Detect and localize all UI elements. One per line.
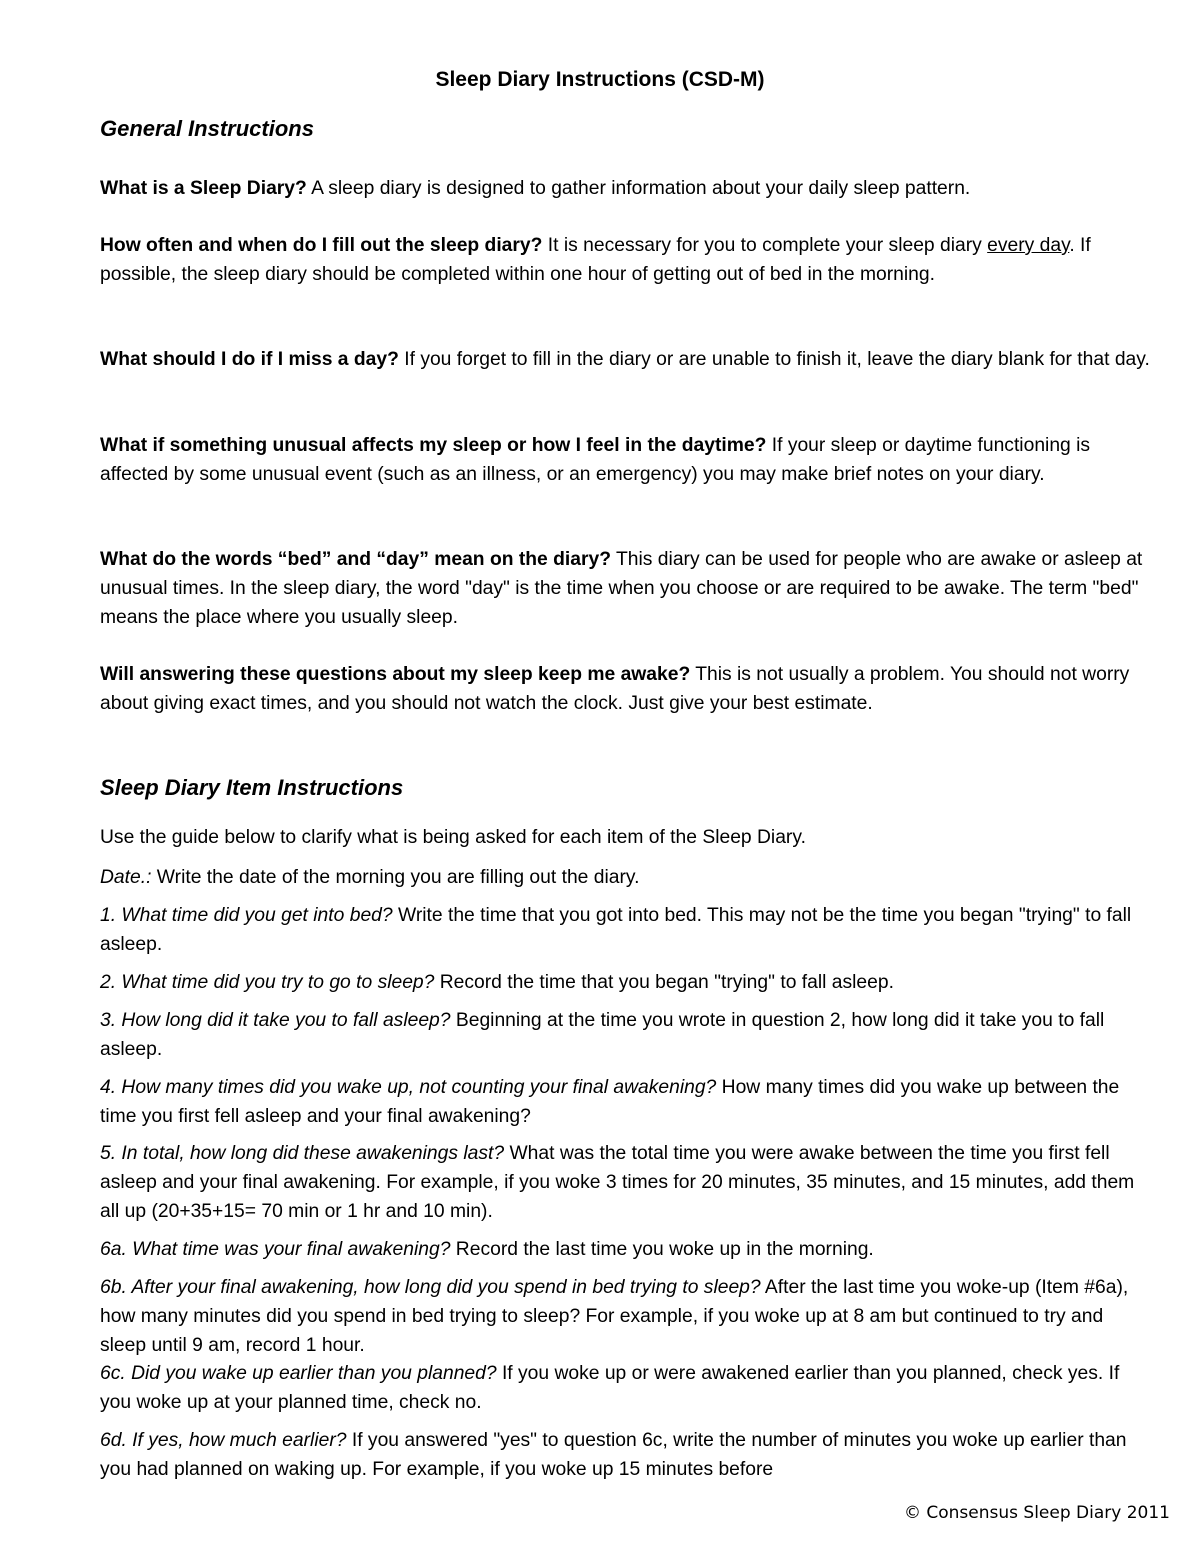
general-q2-question: How often and when do I fill out the sleep diary? bbox=[100, 235, 543, 256]
item-2-paragraph bbox=[100, 968, 1150, 997]
general-instructions-heading: General Instructions bbox=[100, 116, 314, 141]
item-4-answer: How many times did you wake up between the time you first fell asleep and your final awakening? bbox=[100, 1077, 1120, 1127]
item-3-answer: Beginning at the time you wrote in question 2, how long did it take you to fall asleep. bbox=[100, 1010, 1105, 1060]
item-6d-paragraph bbox=[100, 1426, 1150, 1484]
item-date-question: Date.: bbox=[100, 867, 152, 888]
general-q4-answer: If your sleep or daytime functioning is affected by some unusual event (such as an illness, or an emergency) you may make brief notes on your diary. bbox=[100, 435, 1091, 485]
item-date-answer: Write the date of the morning you are filling out the diary. bbox=[151, 867, 640, 888]
general-q4-paragraph bbox=[100, 431, 1150, 489]
general-q2-answer-part1: It is necessary for you to complete your sleep diary bbox=[542, 235, 988, 256]
general-q2-underlined-text: every day bbox=[987, 235, 1070, 256]
general-q2-answer-part2: . If possible, the sleep diary should be completed within one hour of getting out of bed in the morning. bbox=[100, 235, 1091, 285]
item-6c-question: 6c. Did you wake up earlier than you planned? bbox=[100, 1363, 497, 1384]
item-6a-answer: Record the last time you woke up in the morning. bbox=[450, 1239, 874, 1260]
item-1-question: 1. What time did you get into bed? bbox=[100, 905, 393, 926]
document-title: Sleep Diary Instructions (CSD-M) bbox=[435, 68, 765, 91]
item-2-answer: Record the time that you began "trying" to fall asleep. bbox=[434, 972, 894, 993]
item-6a-paragraph bbox=[100, 1235, 1150, 1264]
general-q1-question: What is a Sleep Diary? bbox=[100, 178, 307, 199]
copyright-footer: © Consensus Sleep Diary 2011 bbox=[903, 1503, 1170, 1523]
general-q6-answer: This is not usually a problem. You should not worry about giving exact times, and you should not watch the clock. Just give your best estimate. bbox=[100, 664, 1130, 714]
item-instructions-heading: Sleep Diary Item Instructions bbox=[100, 775, 404, 800]
item-3-question: 3. How long did it take you to fall asleep? bbox=[100, 1010, 451, 1031]
item-6c-answer: If you woke up or were awakened earlier than you planned, check yes. If you woke up at your planned time, check no. bbox=[100, 1363, 1120, 1413]
general-q5-question: What do the words “bed” and “day” mean on the diary? bbox=[100, 549, 612, 570]
item-1-answer: Write the time that you got into bed. This may not be the time you began "trying" to fall asleep. bbox=[100, 905, 1132, 955]
item-date-paragraph bbox=[100, 863, 1150, 892]
general-q5-answer: This diary can be used for people who are awake or asleep at unusual times. In the sleep diary, the word "day" is the time when you choose or are required to be awake. The term "bed" means the place where you usually sleep. bbox=[100, 549, 1143, 628]
item-4-question: 4. How many times did you wake up, not counting your final awakening? bbox=[100, 1077, 717, 1098]
item-5-paragraph bbox=[100, 1139, 1150, 1226]
item-6c-paragraph bbox=[100, 1359, 1150, 1417]
general-q1-paragraph bbox=[100, 174, 1150, 203]
item-3-paragraph bbox=[100, 1006, 1150, 1064]
general-q6-question: Will answering these questions about my sleep keep me awake? bbox=[100, 664, 691, 685]
item-6d-answer: If you answered "yes" to question 6c, write the number of minutes you woke up earlier than you had planned on waking up. For example, if you woke up 15 minutes before bbox=[100, 1430, 1127, 1480]
general-q4-question: What if something unusual affects my sleep or how I feel in the daytime? bbox=[100, 435, 767, 456]
item-6b-paragraph bbox=[100, 1273, 1150, 1360]
item-2-question: 2. What time did you try to go to sleep? bbox=[100, 972, 435, 993]
items-intro: Use the guide below to clarify what is being asked for each item of the Sleep Diary. bbox=[100, 827, 806, 848]
general-q3-answer: If you forget to fill in the diary or are unable to finish it, leave the diary blank for that day. bbox=[398, 349, 1150, 370]
general-q3-question: What should I do if I miss a day? bbox=[100, 349, 399, 370]
general-q5-paragraph bbox=[100, 545, 1150, 632]
general-q2-paragraph bbox=[100, 231, 1150, 289]
item-1-paragraph bbox=[100, 901, 1150, 959]
item-6d-question: 6d. If yes, how much earlier? bbox=[100, 1430, 347, 1451]
general-q1-answer: A sleep diary is designed to gather information about your daily sleep pattern. bbox=[306, 178, 971, 199]
item-5-question: 5. In total, how long did these awakenings last? bbox=[100, 1143, 505, 1164]
item-4-paragraph bbox=[100, 1073, 1150, 1131]
item-6a-question: 6a. What time was your final awakening? bbox=[100, 1239, 451, 1260]
item-5-answer: What was the total time you were awake between the time you first fell asleep and your final awakening. For example, if you woke 3 times for 20 minutes, 35 minutes, and 15 minutes, add them all up (20+35+15= 70 min or 1 hr and 10 min). bbox=[100, 1143, 1135, 1222]
general-q6-paragraph bbox=[100, 660, 1150, 718]
item-6b-question: 6b. After your final awakening, how long did you spend in bed trying to sleep? bbox=[100, 1277, 761, 1298]
item-6b-answer: After the last time you woke-up (Item #6a), how many minutes did you spend in bed trying to sleep? For example, if you woke up at 8 am but continued to try and sleep until 9 am, record 1 hour. bbox=[100, 1277, 1129, 1356]
general-q3-paragraph bbox=[100, 345, 1150, 374]
